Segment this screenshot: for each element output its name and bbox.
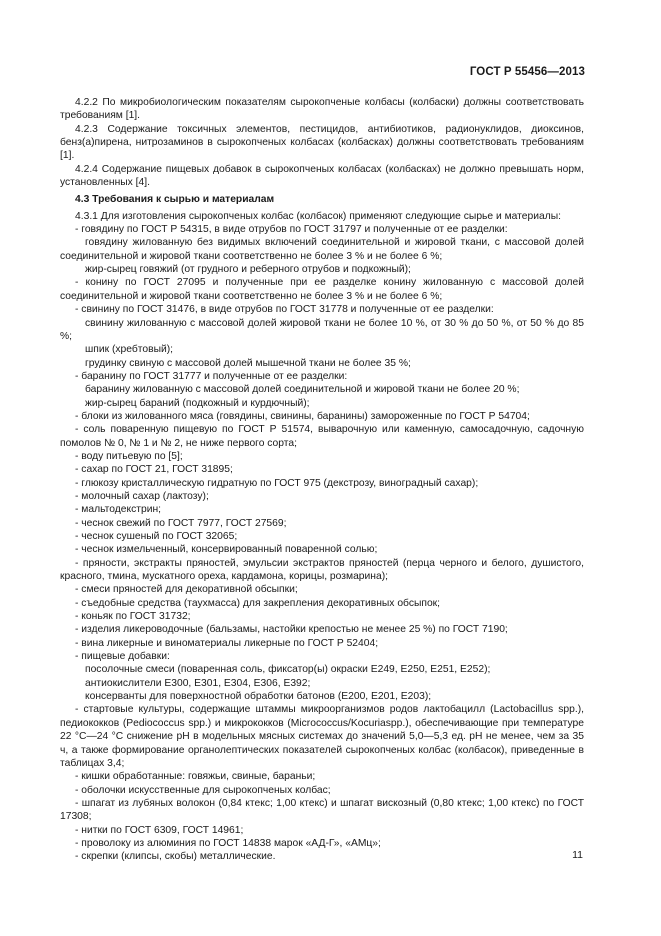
paragraph: - пряности, экстракты пряностей, эмульсии экстрактов пряностей (перца черного и белого, душистого, красного, тмина, мускатного ореха, кардамона, корицы, розмарина); bbox=[60, 557, 584, 583]
paragraph: 4.2.4 Содержание пищевых добавок в сырокопченых колбасах (колбасках) не должно превышать норм, установленных [4]. bbox=[60, 163, 584, 189]
paragraph: - чеснок свежий по ГОСТ 7977, ГОСТ 27569; bbox=[75, 517, 287, 529]
paragraph: - изделия ликероводочные (бальзамы, настойки крепостью не менее 25 %) по ГОСТ 7190; bbox=[75, 624, 508, 636]
paragraph: - кишки обработанные: говяжьи, свиные, бараньи; bbox=[75, 771, 316, 783]
sub-item-paragraph: грудинку свиную с массовой долей мышечной ткани не более 35 %; bbox=[85, 357, 411, 369]
paragraph: - стартовые культуры, содержащие штаммы микроорганизмов родов лактобацилл (Lactobacillus spp.), педиококков (Pediococcus spp.) и микрококков (Micrococcus/Kocuriaspp.), обеспечивающие при температуре 22 °C—24 °C снижение рН в модельных мясных системах до значений 5,0—5,3 ед. рН не менее, чем за 35 ч, а также формирование органолептических показателей сырокопченых колбас (колбасок), приведенные в таблицах 3,4; bbox=[60, 704, 584, 769]
paragraph: 4.3.1 Для изготовления сырокопченых колбас (колбасок) применяют следующие сырье и материалы: bbox=[75, 210, 561, 222]
paragraph: 4.2.3 Содержание токсичных элементов, пестицидов, антибиотиков, радионуклидов, диоксинов, бенз(а)пирена, нитрозаминов в сырокопченых колбасах (колбасках) должны соответствовать требованиям [1]. bbox=[60, 123, 584, 162]
sub-item-paragraph: свинину жилованную с массовой долей жировой ткани не более 10 %, от 30 % до 50 %, от 50 % до 85 %; bbox=[60, 317, 584, 342]
sub-item-paragraph: говядину жилованную без видимых включений соединительной и жировой ткани, с массовой долей соединительной и жировой ткани соответственно не более 3 % и не более 6 %; bbox=[60, 237, 584, 262]
paragraph: - чеснок сушеный по ГОСТ 32065; bbox=[75, 531, 238, 542]
paragraph: - съедобные средства (таухмасса) для закрепления декоративных обсыпок; bbox=[75, 597, 441, 609]
paragraph: - нитки по ГОСТ 6309, ГОСТ 14961; bbox=[75, 824, 244, 836]
sub-item-paragraph: жир-сырец говяжий (от грудного и реберного отрубов и подкожный); bbox=[85, 264, 411, 276]
paragraph: - коньяк по ГОСТ 31732; bbox=[75, 611, 191, 623]
paragraph: - конину по ГОСТ 27095 и полученные при ее разделке конину жилованную с массовой долей соединительной и жировой ткани соответственно не более 3 % и не более 6 %; bbox=[60, 277, 584, 302]
paragraph: - оболочки искусственные для сырокопченых колбас; bbox=[75, 784, 331, 796]
page-number: 11 bbox=[572, 849, 583, 861]
sub-item-paragraph: шпик (хребтовый); bbox=[85, 344, 174, 356]
paragraph: - смеси пряностей для декоративной обсыпки; bbox=[75, 584, 298, 596]
paragraph: - воду питьевую по [5]; bbox=[75, 450, 183, 462]
standard-header: ГОСТ Р 55456—2013 bbox=[469, 66, 585, 78]
sub-item-paragraph: консерванты для поверхностной обработки батонов (Е200, Е201, Е203); bbox=[85, 691, 432, 703]
paragraph: - пищевые добавки: bbox=[75, 651, 170, 663]
paragraph: - блоки из жилованного мяса (говядины, свинины, баранины) замороженные по ГОСТ Р 54704; bbox=[75, 410, 530, 422]
sub-item-paragraph: антиокислители Е300, Е301, Е304, Е306, Е392; bbox=[85, 677, 311, 689]
document-body bbox=[60, 96, 584, 864]
paragraph: - молочный сахар (лактозу); bbox=[75, 490, 209, 502]
paragraph: - скрепки (клипсы, скобы) металлические. bbox=[75, 851, 276, 863]
paragraph: - глюкозу кристаллическую гидратную по ГОСТ 975 (декстрозу, виноградный сахар); bbox=[75, 477, 479, 489]
sub-item-paragraph: жир-сырец бараний (подкожный и курдючный); bbox=[85, 397, 310, 409]
paragraph: - шпагат из лубяных волокон (0,84 ктекс; 1,00 ктекс) и шпагат вискозный (0,80 ктекс; 1,00 ктекс) по ГОСТ 17308; bbox=[60, 797, 584, 823]
paragraph: - вина ликерные и виноматериалы ликерные по ГОСТ Р 52404; bbox=[75, 637, 379, 649]
paragraph: - чеснок измельченный, консервированный поваренной солью; bbox=[75, 544, 378, 556]
paragraph: - говядину по ГОСТ Р 54315, в виде отрубов по ГОСТ 31797 и полученные от ее разделки: bbox=[75, 224, 508, 236]
section-heading-text: 4.3 Требования к сырью и материалам bbox=[75, 194, 275, 206]
paragraph: - сахар по ГОСТ 21, ГОСТ 31895; bbox=[75, 464, 233, 476]
sub-item-paragraph: посолочные смеси (поваренная соль, фиксатор(ы) окраски Е249, Е250, Е251, Е252); bbox=[85, 664, 491, 676]
paragraph: - свинину по ГОСТ 31476, в виде отрубов по ГОСТ 31778 и полученные от ее разделки: bbox=[75, 304, 494, 316]
section-heading bbox=[60, 193, 584, 206]
sub-item-paragraph: баранину жилованную с массовой долей соединительной и жировой ткани не более 20 %; bbox=[85, 384, 520, 396]
paragraph: 4.2.2 По микробиологическим показателям сырокопченые колбасы (колбаски) должны соответствовать требованиям [1]. bbox=[60, 97, 584, 122]
paragraph: - мальтодекстрин; bbox=[75, 504, 162, 516]
paragraph: - проволоку из алюминия по ГОСТ 14838 марок «АД-Г», «АМц»; bbox=[75, 837, 381, 849]
paragraph: - баранину по ГОСТ 31777 и полученные от ее разделки: bbox=[75, 370, 348, 382]
paragraph: - соль поваренную пищевую по ГОСТ Р 51574, выварочную или каменную, самосадочную, садочную помолов № 0, № 1 и № 2, не ниже первого сорта; bbox=[60, 424, 584, 449]
